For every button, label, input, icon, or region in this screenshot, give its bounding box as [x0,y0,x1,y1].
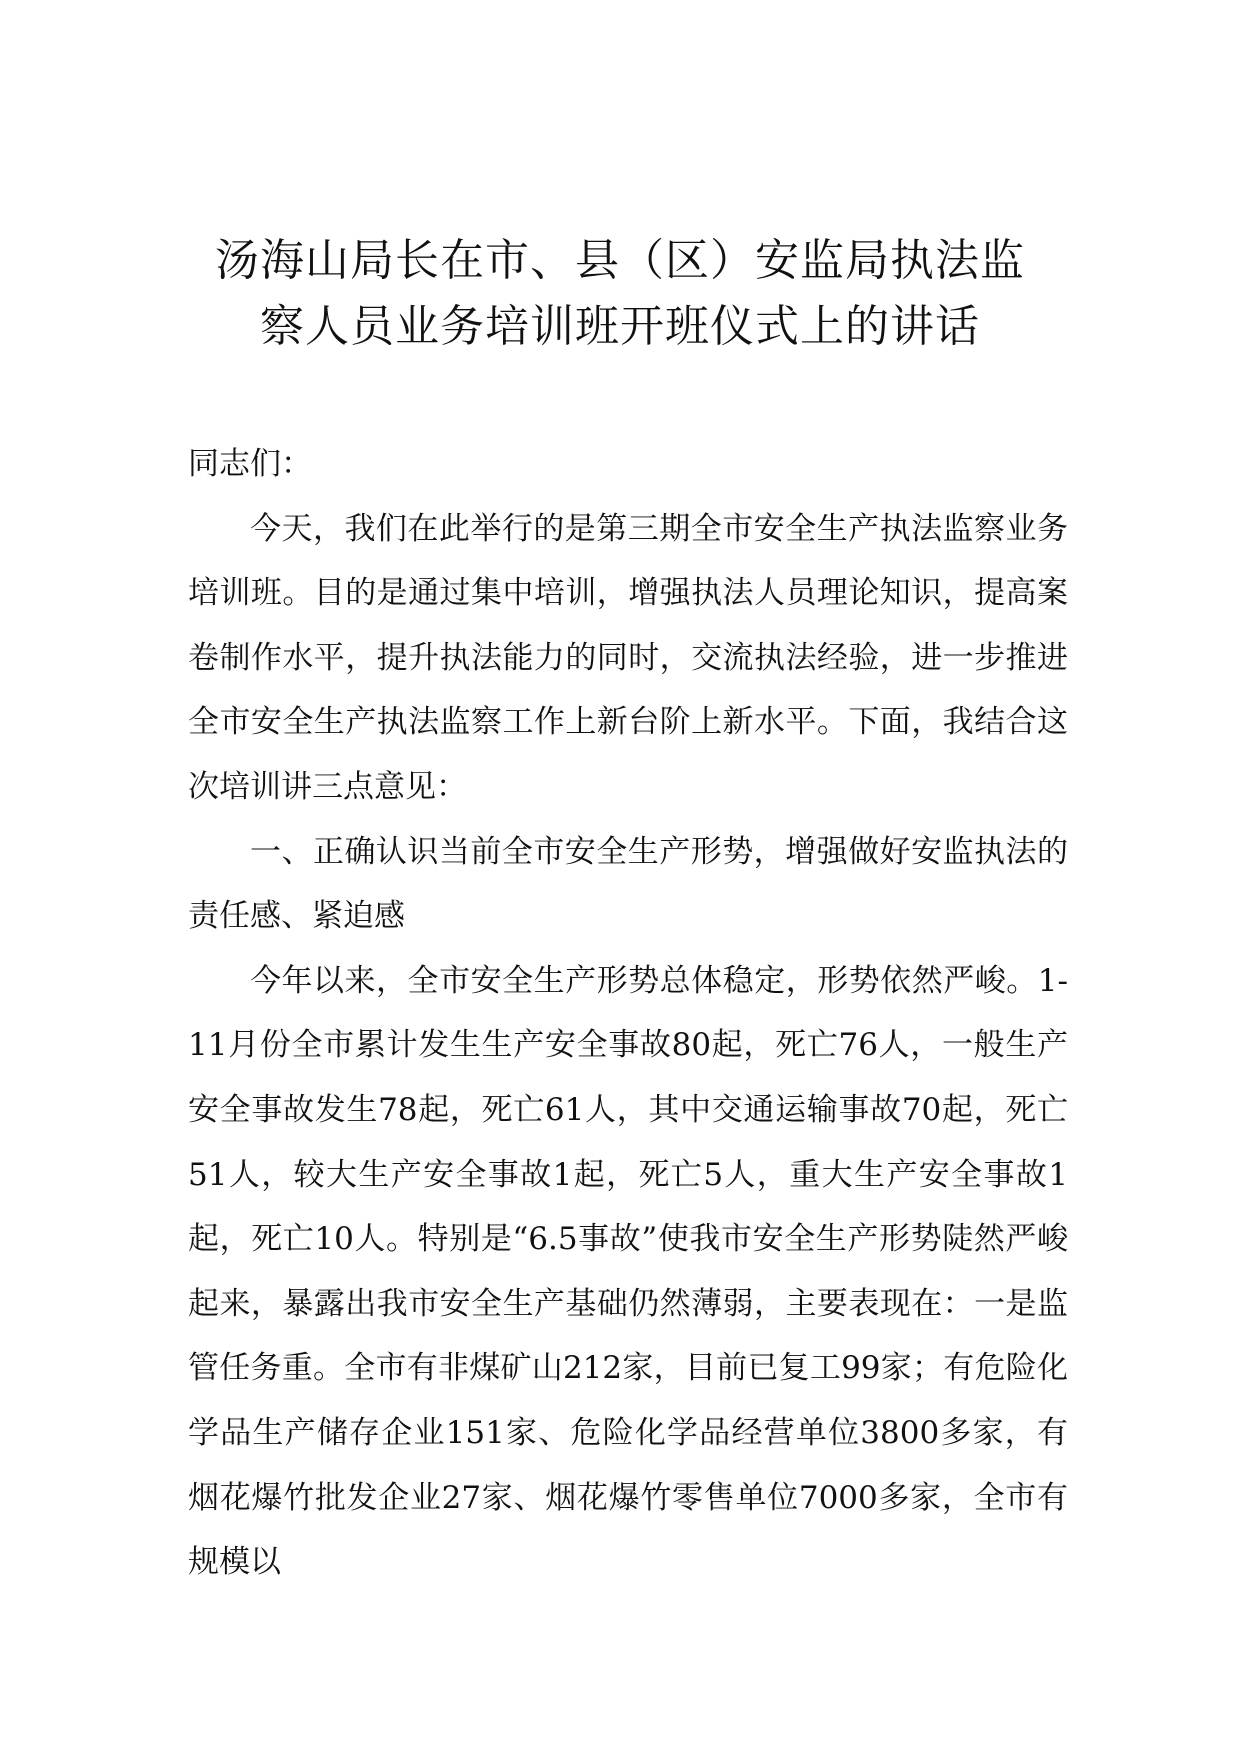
document-title [150,228,1090,360]
paragraph-situation: 今年以来，全市安全生产形势总体稳定，形势依然严峻。1-11月份全市累计发生生产安全事故80起，死亡76人，一般生产安全事故发生78起，死亡61人，其中交通运输事故70起，死亡51人，较大生产安全事故1起，死亡5人，重大生产安全事故1起，死亡10人。特别是“6.5事故”使我市安全生产形势陡然严峻起来，暴露出我市安全生产基础仍然薄弱，主要表现在：一是监管任务重。全市有非煤矿山212家，目前已复工99家；有危险化学品生产储存企业151家、危险化学品经营单位3800多家，有烟花爆竹批发企业27家、烟花爆竹零售单位7000多家，全市有规模以 [188,962,1068,1581]
document-body [188,432,1068,1595]
section-heading-1: 一、正确认识当前全市安全生产形势，增强做好安监执法的责任感、紧迫感 [188,833,1068,935]
paragraph-intro: 今天，我们在此举行的是第三期全市安全生产执法监察业务培训班。目的是通过集中培训，增强执法人员理论知识，提高案卷制作水平，提升执法能力的同时，交流执法经验，进一步推进全市安全生产执法监察工作上新台阶上新水平。下面，我结合这次培训讲三点意见： [188,510,1068,805]
salutation: 同志们： [188,446,312,482]
title-line-2: 察人员业务培训班开班仪式上的讲话 [260,301,980,352]
title-line-1: 汤海山局长在市、县（区）安监局执法监 [215,235,1025,286]
